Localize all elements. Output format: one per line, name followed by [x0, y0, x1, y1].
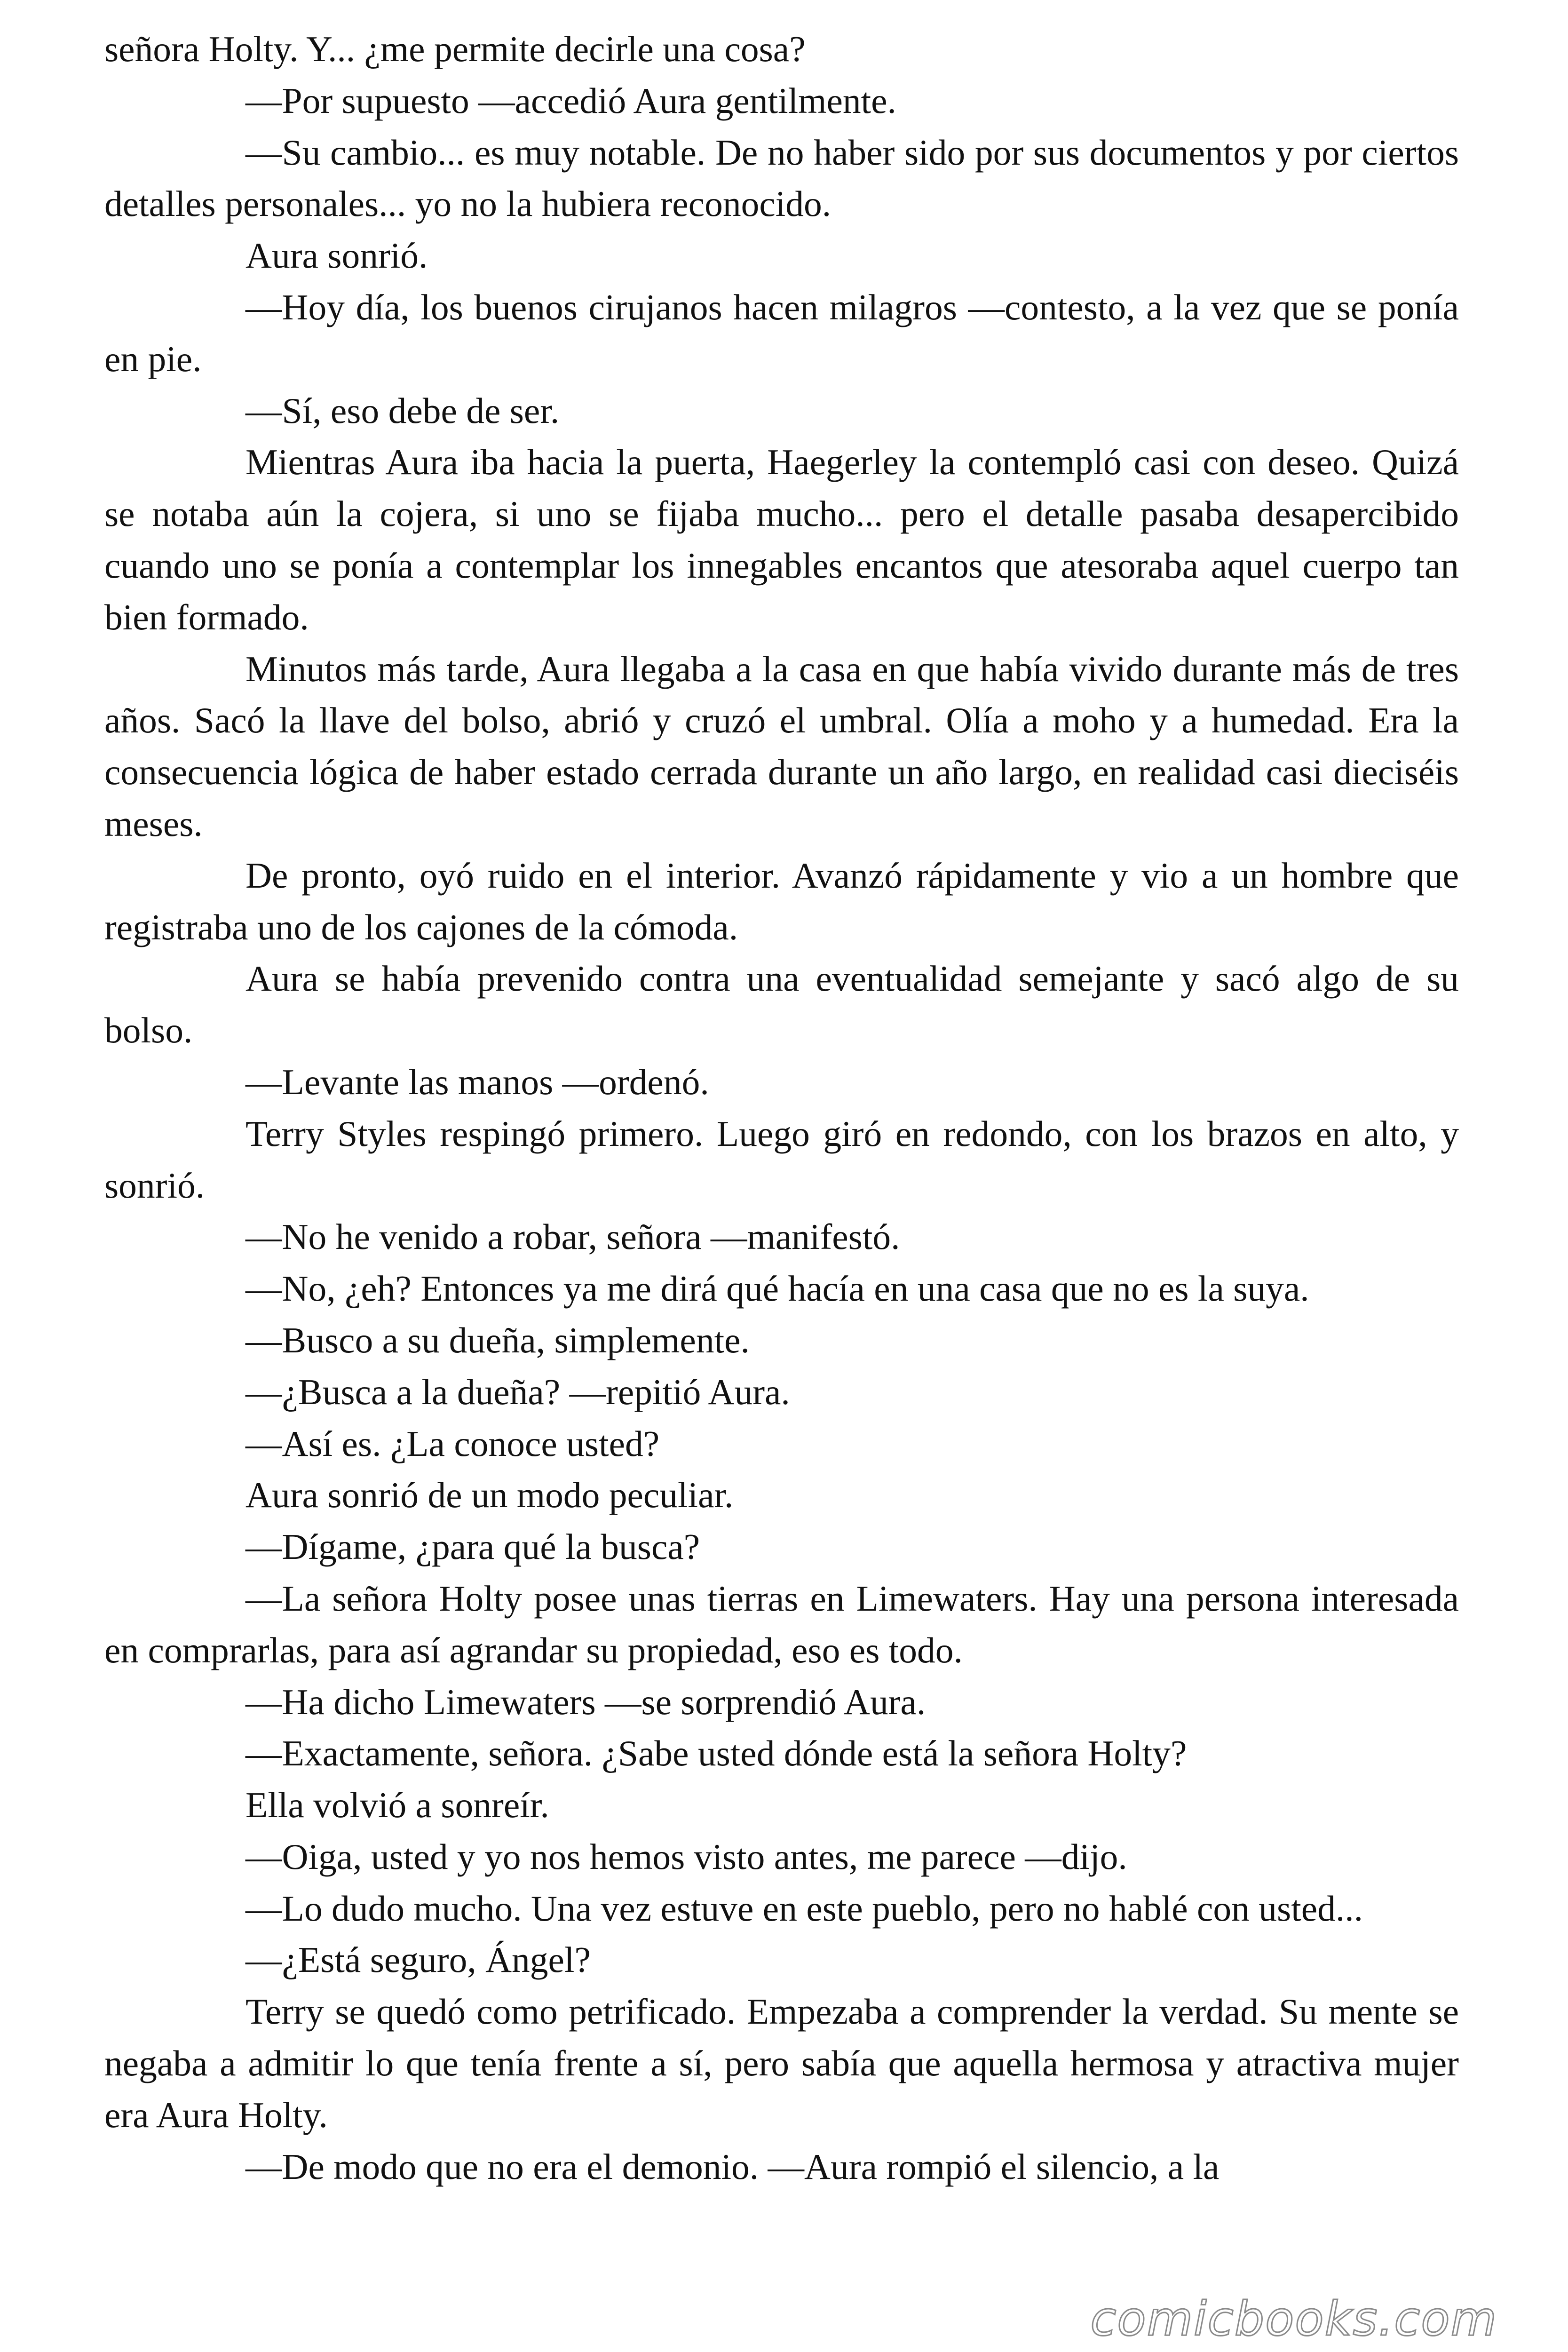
- paragraph: Terry Styles respingó primero. Luego giró en redondo, con los brazos en alto, y sonrió.: [104, 1113, 1459, 1206]
- paragraph: —Exactamente, señora. ¿Sabe usted dónde está la señora Holty?: [245, 1733, 1187, 1774]
- paragraph: —Levante las manos —ordenó.: [245, 1061, 709, 1102]
- paragraph: —Así es. ¿La conoce usted?: [245, 1423, 660, 1464]
- paragraph: Ella volvió a sonreír.: [245, 1785, 549, 1826]
- paragraph: —Sí, eso debe de ser.: [245, 390, 560, 431]
- paragraph: —De modo que no era el demonio. —Aura rompió el silencio, a la: [245, 2146, 1220, 2187]
- paragraph: —No he venido a robar, señora —manifestó.: [245, 1216, 900, 1257]
- paragraph: —Hoy día, los buenos cirujanos hacen milagros —contesto, a la vez que se ponía en pie.: [104, 286, 1459, 379]
- paragraph: —Por supuesto —accedió Aura gentilmente.: [245, 80, 896, 121]
- paragraph: —Busco a su dueña, simplemente.: [245, 1319, 750, 1360]
- paragraph: —No, ¿eh? Entonces ya me dirá qué hacía en una casa que no es la suya.: [245, 1268, 1309, 1309]
- paragraph: Minutos más tarde, Aura llegaba a la casa en que había vivido durante más de tres años. Sacó la llave del bolso, abrió y cruzó el umbral. Olía a moho y a humedad. Era la consecuencia lógica de haber estado cerrada durante un año largo, en realidad casi dieciséis meses.: [104, 648, 1459, 844]
- paragraph: señora Holty. Y... ¿me permite decirle una cosa?: [104, 29, 806, 69]
- paragraph: —Ha dicho Limewaters —se sorprendió Aura.: [245, 1681, 926, 1722]
- watermark: comicbooks.com: [1090, 2291, 1497, 2346]
- paragraph: Terry se quedó como petrificado. Empezaba a comprender la verdad. Su mente se negaba a admitir lo que tenía frente a sí, pero sabía que aquella hermosa y atractiva mujer era Aura Holty.: [104, 1991, 1459, 2135]
- paragraph: —Oiga, usted y yo nos hemos visto antes, me parece —dijo.: [245, 1836, 1127, 1877]
- paragraph: De pronto, oyó ruido en el interior. Avanzó rápidamente y vio a un hombre que registraba uno de los cajones de la cómoda.: [104, 855, 1459, 947]
- paragraph: Aura sonrió.: [245, 235, 428, 276]
- paragraph: —Lo dudo mucho. Una vez estuve en este pueblo, pero no hablé con usted...: [245, 1888, 1363, 1929]
- paragraph: —Su cambio... es muy notable. De no haber sido por sus documentos y por ciertos detalles personales... yo no la hubiera reconocido.: [104, 132, 1459, 224]
- paragraph: —¿Está seguro, Ángel?: [245, 1939, 591, 1980]
- paragraph: —La señora Holty posee unas tierras en Limewaters. Hay una persona interesada en comprarlas, para así agrandar su propiedad, eso es todo.: [104, 1578, 1459, 1670]
- paragraph: Aura sonrió de un modo peculiar.: [245, 1475, 734, 1516]
- paragraph: —Dígame, ¿para qué la busca?: [245, 1526, 700, 1567]
- body-text: [104, 24, 1459, 2193]
- paragraph: Mientras Aura iba hacia la puerta, Haegerley la contempló casi con deseo. Quizá se notaba aún la cojera, si uno se fijaba mucho... pero el detalle pasaba desapercibido cuando uno se ponía a contemplar los innegables encantos que atesoraba aquel cuerpo tan bien formado.: [104, 442, 1459, 637]
- paragraph: —¿Busca a la dueña? —repitió Aura.: [245, 1371, 790, 1412]
- paragraph: Aura se había prevenido contra una eventualidad semejante y sacó algo de su bolso.: [104, 958, 1459, 1051]
